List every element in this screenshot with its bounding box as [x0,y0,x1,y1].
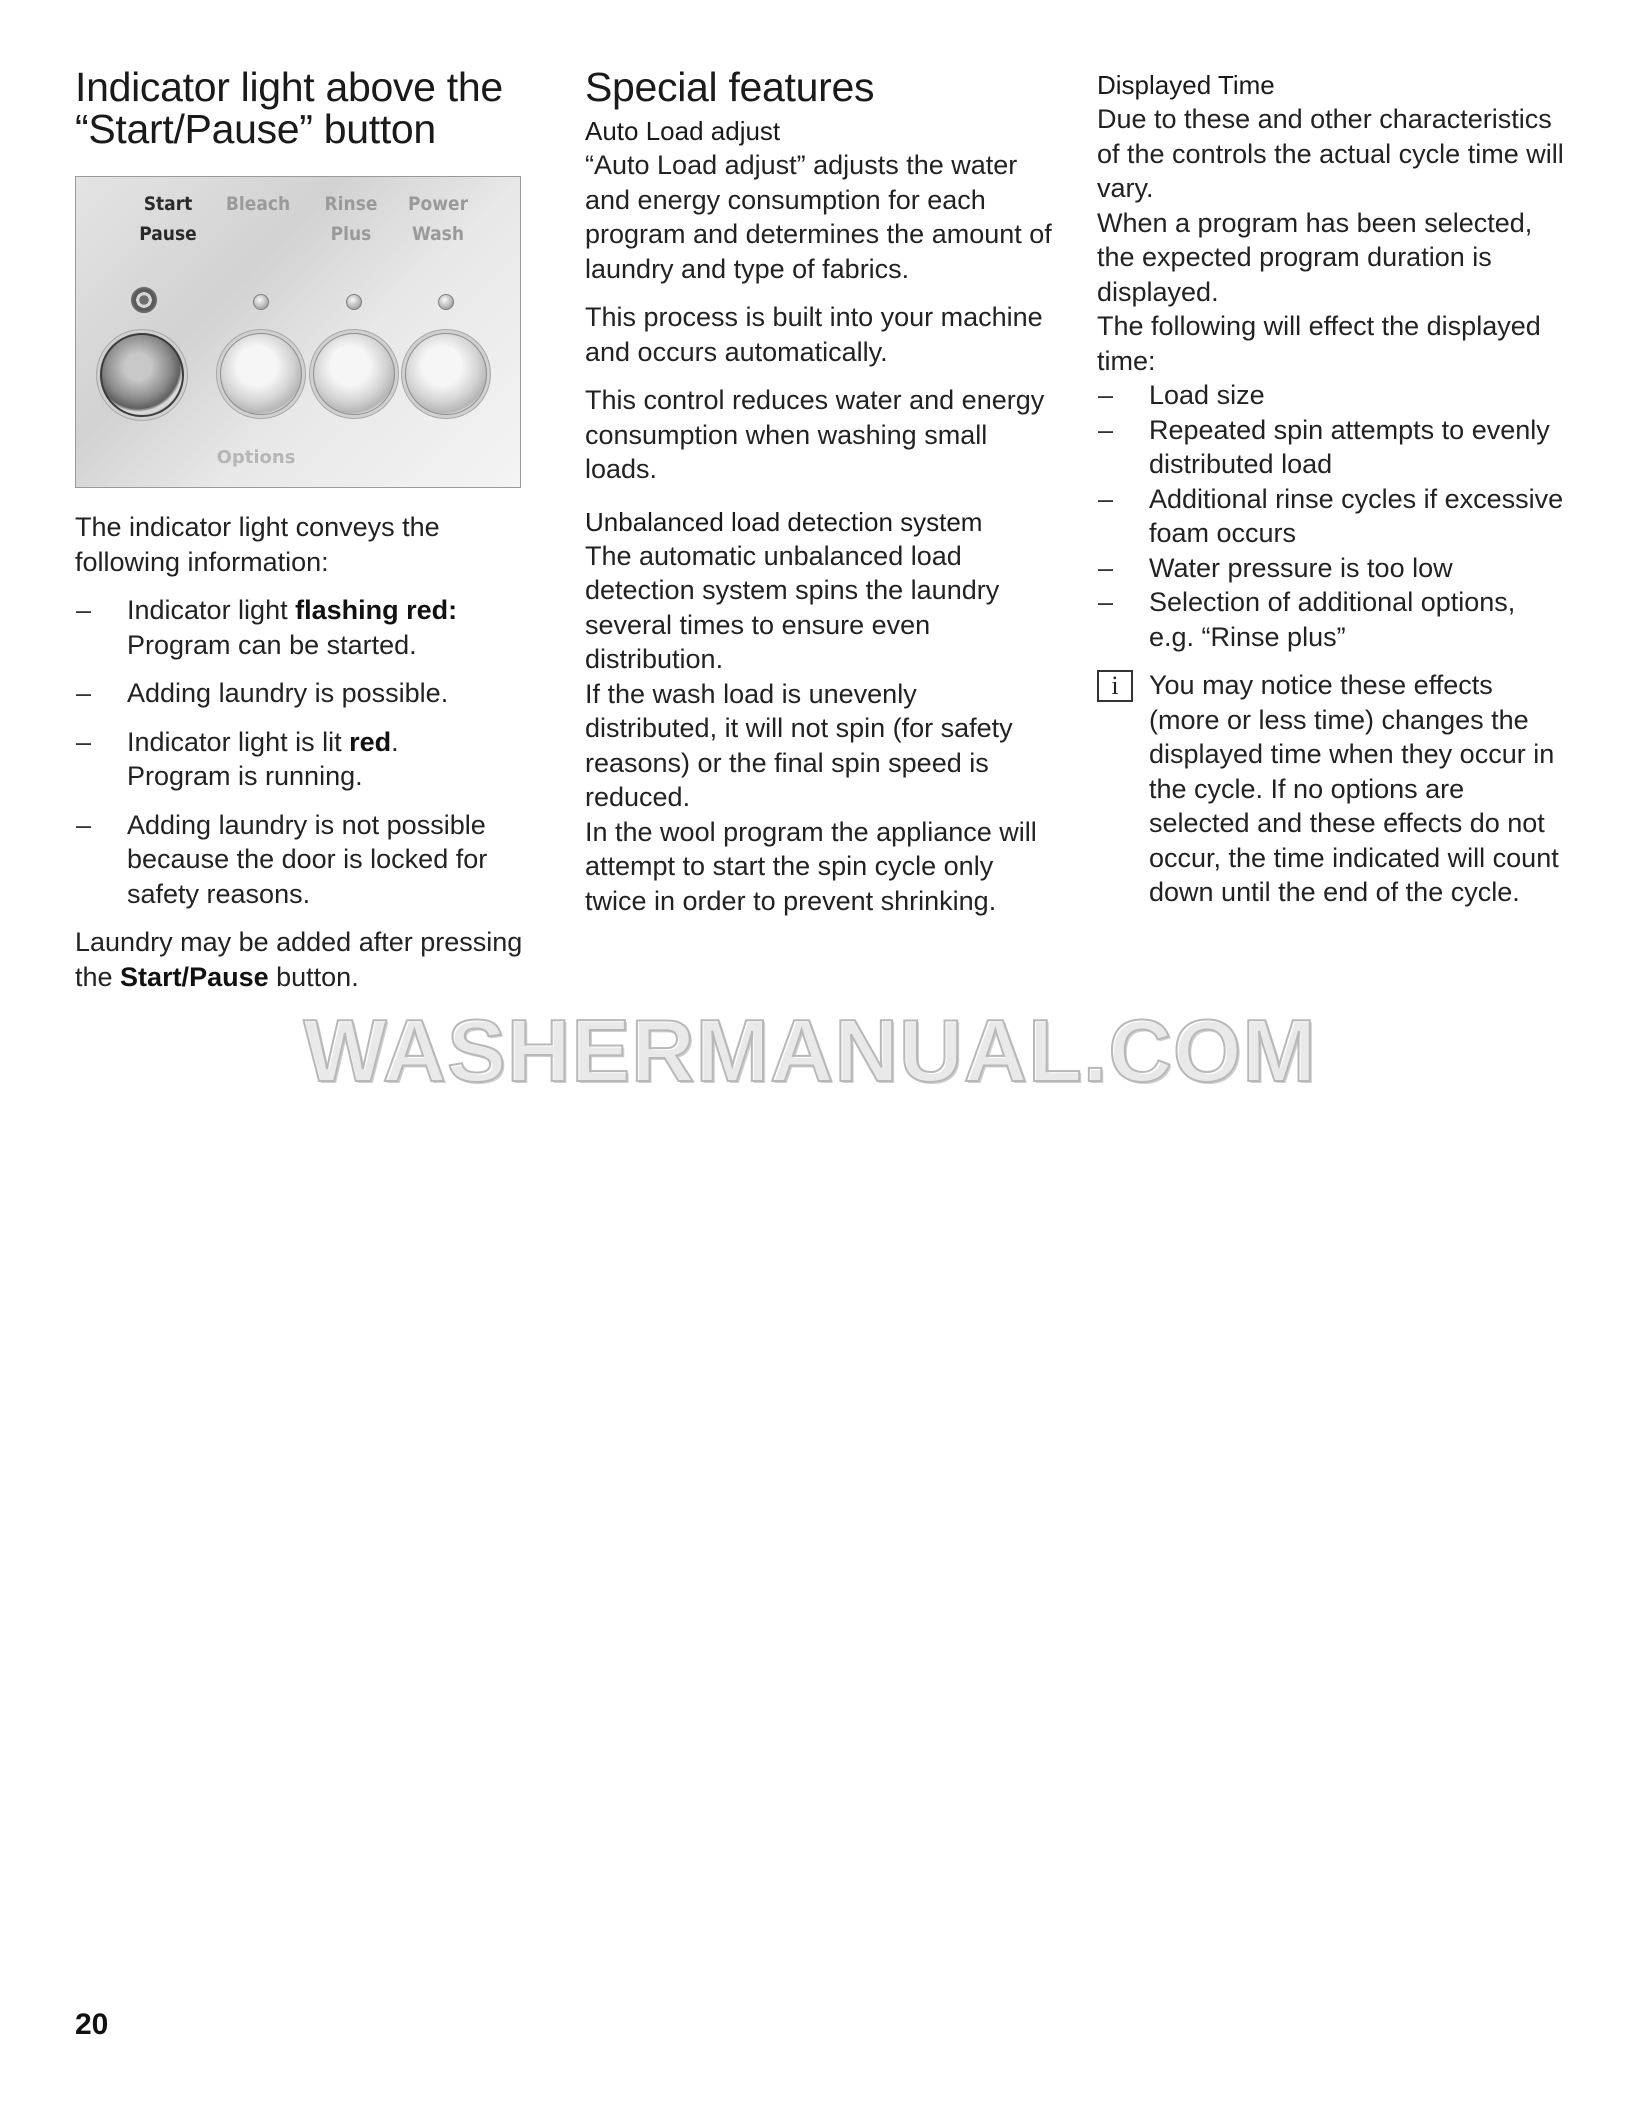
power-wash-indicator-light-icon [438,294,454,310]
unbalanced-paragraph: The automatic unbalanced load detection system spins the laundry several times to ensure even distribution. [585,540,1000,674]
rinse-plus-button-icon [313,333,395,415]
indicator-intro: The indicator light conveys the following information: [75,512,440,577]
displayed-time-paragraph: The following will effect the displayed time: [1097,311,1541,376]
bleach-indicator-light-icon [253,294,269,310]
unbalanced-load-title: Unbalanced load detection system [585,506,983,537]
page-number: 20 [75,2008,109,2041]
middle-column [585,66,1055,918]
displayed-time-paragraph: When a program has been selected, the expected program duration is displayed. [1097,207,1533,307]
power-wash-label: Power Wash [407,193,469,245]
info-note [1097,668,1567,910]
start-pause-button-icon [100,333,184,417]
info-note-text: You may notice these effects (more or less time) changes the displayed time when they occur in the cycle. If no options are selected and these effects do not occur, the time indicated will count down until the end of the cycle. [1149,670,1559,907]
list-item: – Water pressure is too low [1097,551,1567,586]
special-features-heading: Special features [585,64,875,110]
auto-load-paragraph: This control reduces water and energy consumption when washing small loads. [585,385,1045,484]
rinse-plus-label: Rinse Plus [324,193,378,245]
unbalanced-paragraph: If the wash load is unevenly distributed, it will not spin (for safety reasons) or the final spin speed is reduced. [585,678,1013,812]
info-icon: i [1097,670,1133,702]
list-item: – Indicator light is lit red. Program is running. [75,725,545,794]
rinse-plus-indicator-light-icon [346,294,362,310]
right-column [1097,68,1567,910]
indicator-light-heading: Indicator light above the “Start/Pause” button [75,64,503,152]
left-column [75,66,545,994]
options-label: Options [216,447,296,468]
list-item: – Indicator light flashing red: Program can be started. [75,593,545,662]
list-item: – Adding laundry is possible. [75,676,545,711]
list-item: – Selection of additional options, e.g. “Rinse plus” [1097,585,1567,654]
auto-load-paragraph: “Auto Load adjust” adjusts the water and energy consumption for each program and determines the amount of laundry and type of fabrics. [585,150,1052,284]
time-factors-list [1097,378,1567,654]
watermark: WASHERMANUAL.COM [303,1001,1317,1100]
power-wash-button-icon [405,333,487,415]
bleach-button-icon [220,333,302,415]
list-item: – Additional rinse cycles if excessive foam occurs [1097,482,1567,551]
displayed-time-title: Displayed Time [1097,70,1275,100]
unbalanced-paragraph: In the wool program the appliance will attempt to start the spin cycle only twice in order to prevent shrinking. [585,816,1037,916]
auto-load-paragraph: This process is built into your machine and occurs automatically. [585,302,1043,367]
start-pause-indicator-light-icon [131,287,157,313]
control-panel-illustration [75,176,521,488]
bleach-label: Bleach [225,193,291,215]
displayed-time-paragraph: Due to these and other characteristics of the controls the actual cycle time will vary. [1097,104,1564,203]
list-item: – Adding laundry is not possible because the door is locked for safety reasons. [75,808,545,912]
indicator-states-list [75,593,545,911]
list-item: – Repeated spin attempts to evenly distributed load [1097,413,1567,482]
start-pause-label: Start Pause [139,193,197,245]
closing-paragraph: Laundry may be added after pressing the Start/Pause button. [75,927,523,992]
list-item: – Load size [1097,378,1567,413]
auto-load-title: Auto Load adjust [585,116,781,146]
